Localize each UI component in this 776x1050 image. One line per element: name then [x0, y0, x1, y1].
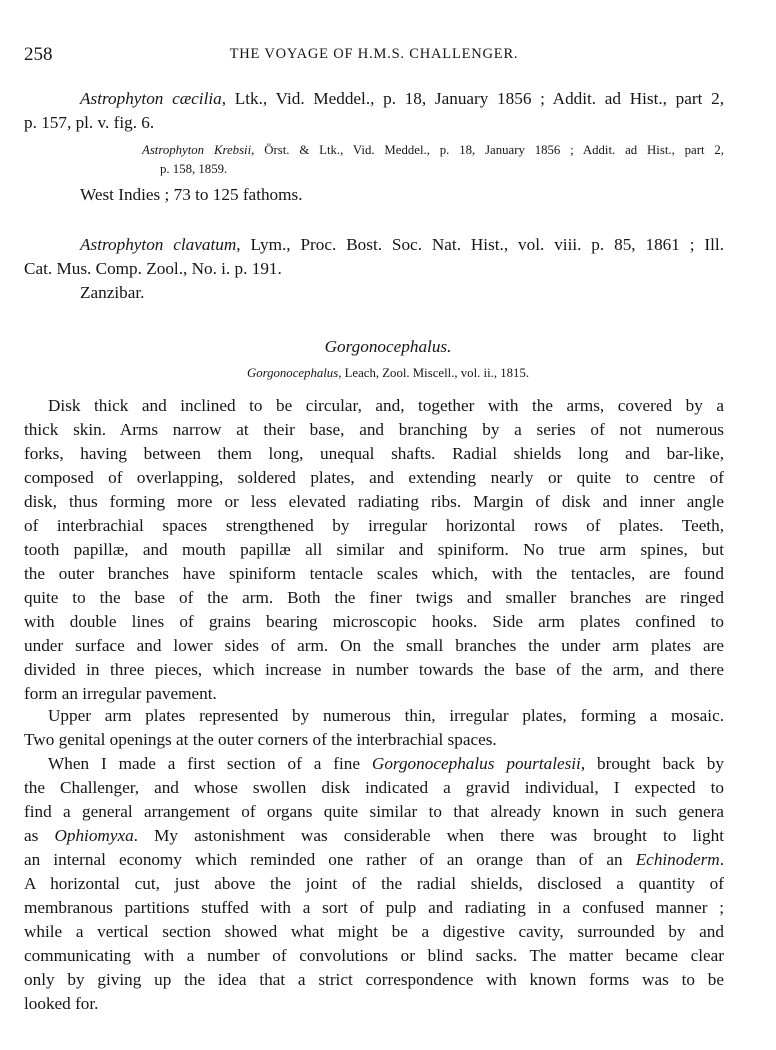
paragraph-line: under surface and lower sides of arm. On the small branches the under arm plates are: [24, 636, 724, 655]
paragraph-line: When I made a first section of a fine Gorgonocephalus pourtalesii, brought back by: [48, 754, 724, 773]
paragraph-line: the Challenger, and whose swollen disk indicated a gravid individual, I expected to: [24, 778, 724, 797]
paragraph-line: find a general arrangement of organs quite similar to that already known in such genera: [24, 802, 724, 821]
paragraph-line: Upper arm plates represented by numerous thin, irregular plates, forming a mosaic.: [48, 706, 724, 725]
synonym-krebsii-line-1: Astrophyton Krebsii, Örst. & Ltk., Vid. Meddel., p. 18, January 1856 ; Addit. ad Hist., part 2,: [142, 143, 724, 157]
entry-cecilia-line-1: Astrophyton cæcilia, Ltk., Vid. Meddel., p. 18, January 1856 ; Addit. ad Hist., part 2,: [80, 89, 724, 108]
page-number: 258: [24, 44, 53, 65]
paragraph-line: with double lines of grains bearing microscopic hooks. Side arm plates confined to: [24, 612, 724, 631]
running-header: [24, 44, 724, 68]
paragraph-line: an internal economy which reminded one rather of an orange than of an Echinoderm.: [24, 850, 724, 869]
entry-clavatum-line-1: Astrophyton clavatum, Lym., Proc. Bost. Soc. Nat. Hist., vol. viii. p. 85, 1861 ; Ill.: [80, 235, 724, 254]
paragraph-line: communicating with a number of convolutions or blind sacks. The matter became clear: [24, 946, 724, 965]
paragraph-line: divided in three pieces, which increase in number towards the base of the arm, and there: [24, 660, 724, 679]
paragraph-line: composed of overlapping, soldered plates, and extending nearly or quite to centre of: [24, 468, 724, 487]
paragraph-line: disk, thus forming more or less elevated radiating ribs. Margin of disk and inner angle: [24, 492, 724, 511]
paragraph-line: forks, having between them long, unequal shafts. Radial shields long and bar-like,: [24, 444, 724, 463]
paragraph-line: membranous partitions stuffed with a sort of pulp and radiating in a confused manner ;: [24, 898, 724, 917]
entry-clavatum-locality: Zanzibar.: [80, 283, 145, 302]
species-name: Astrophyton clavatum: [80, 235, 237, 254]
paragraph-line: the outer branches have spiniform tentacle scales which, with the tentacles, are found: [24, 564, 724, 583]
paragraph-line: thick skin. Arms narrow at their base, and branching by a series of not numerous: [24, 420, 724, 439]
paragraph-line: Two genital openings at the outer corners of the interbrachial spaces.: [24, 730, 497, 749]
paragraph-line: form an irregular pavement.: [24, 684, 217, 703]
paragraph-line: of interbrachial spaces strengthened by irregular horizontal rows of plates. Teeth,: [24, 516, 724, 535]
genus-heading: Gorgonocephalus.: [324, 337, 452, 356]
paragraph-line: Disk thick and inclined to be circular, and, together with the arms, covered by a: [48, 396, 724, 415]
paragraph-line: tooth papillæ, and mouth papillæ all similar and spiniform. No true arm spines, but: [24, 540, 724, 559]
entry-clavatum-line-2: Cat. Mus. Comp. Zool., No. i. p. 191.: [24, 259, 282, 278]
entry-cecilia-locality: West Indies ; 73 to 125 fathoms.: [80, 185, 303, 204]
paragraph-line: as Ophiomyxa. My astonishment was considerable when there was brought to light: [24, 826, 724, 845]
paragraph-line: only by giving up the idea that a strict correspondence with known forms was to be: [24, 970, 724, 989]
synonym-krebsii-line-2: p. 158, 1859.: [160, 162, 228, 176]
paragraph-line: while a vertical section showed what might be a digestive cavity, surrounded by and: [24, 922, 724, 941]
running-title: THE VOYAGE OF H.M.S. CHALLENGER.: [229, 46, 519, 62]
paragraph-line: A horizontal cut, just above the joint of the radial shields, disclosed a quantity of: [24, 874, 724, 893]
genus-citation: Gorgonocephalus, Leach, Zool. Miscell., vol. ii., 1815.: [246, 366, 530, 380]
synonym-name: Astrophyton Krebsii: [142, 143, 252, 157]
entry-cecilia-line-2: p. 157, pl. v. fig. 6.: [24, 113, 155, 132]
species-name: Astrophyton cæcilia: [80, 89, 222, 108]
paragraph-line: looked for.: [24, 994, 99, 1013]
paragraph-line: quite to the base of the arm. Both the finer twigs and smaller branches are ringed: [24, 588, 724, 607]
